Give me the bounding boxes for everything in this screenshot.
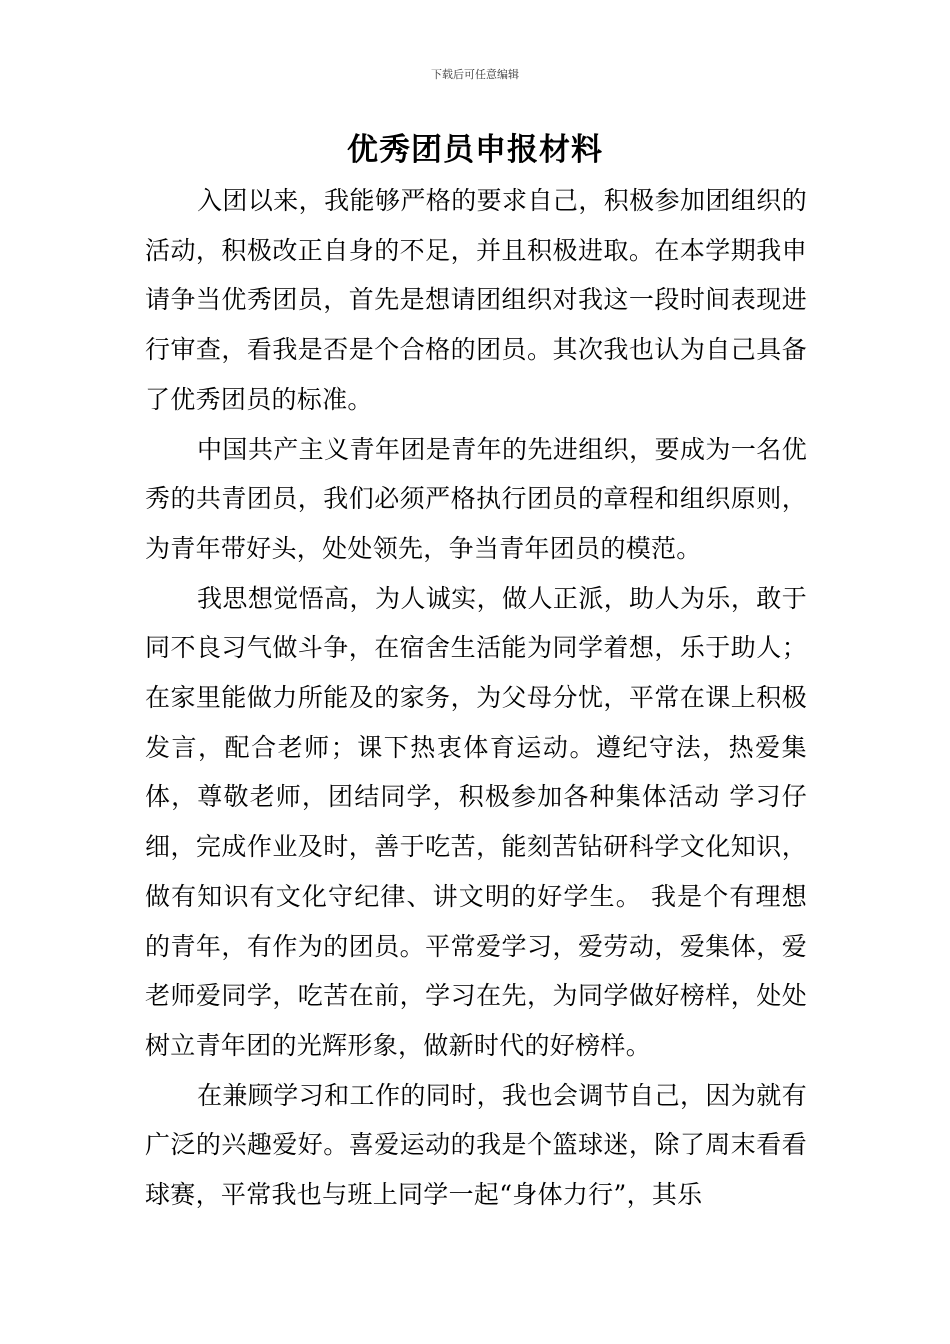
paragraph-2: 中国共产主义青年团是青年的先进组织，要成为一名优秀的共青团员，我们必须严格执行团员的章程和组织原则，为青年带好头，处处领先，争当青年团员的模范。 bbox=[145, 434, 807, 563]
paragraph-3: 我思想觉悟高，为人诚实，做人正派，助人为乐，敢于同不良习气做斗争，在宿舍生活能为同学着想，乐于助人；在家里能做力所能及的家务，为父母分忧，平常在课上积极发言，配合老师；课下热衷体育运动。遵纪守法，热爱集体，尊敬老师，团结同学，积极参加各种集体活动 学习仔细，完成作业及时，善于吃苦，能刻苦钻研科学文化知识，做有知识有文化守纪律、讲文明的好学生。 我是个有理想的青年，有作为的团员。平常爱学习，爱劳动，爱集体，爱老师爱同学，吃苦在前，学习在先，为同学做好榜样，处处树立青年团的光辉形象，做新时代的好榜样。 bbox=[145, 583, 807, 1060]
paragraph-1: 入团以来，我能够严格的要求自己，积极参加团组织的活动，积极改正自身的不足，并且积极进取。在本学期我申请争当优秀团员，首先是想请团组织对我这一段时间表现进行审查，看我是否是个合格的团员。其次我也认为自己具备了优秀团员的标准。 bbox=[145, 186, 807, 414]
paragraph-4: 在兼顾学习和工作的同时，我也会调节自己，因为就有广泛的兴趣爱好。喜爱运动的我是个篮球迷，除了周末看看球赛，平常我也与班上同学一起“身体力行”，其乐 bbox=[145, 1080, 807, 1210]
document-body bbox=[145, 176, 807, 1220]
page-header-note: 下载后可任意编辑 bbox=[431, 68, 519, 81]
document-title: 优秀团员申报材料 bbox=[347, 132, 603, 168]
